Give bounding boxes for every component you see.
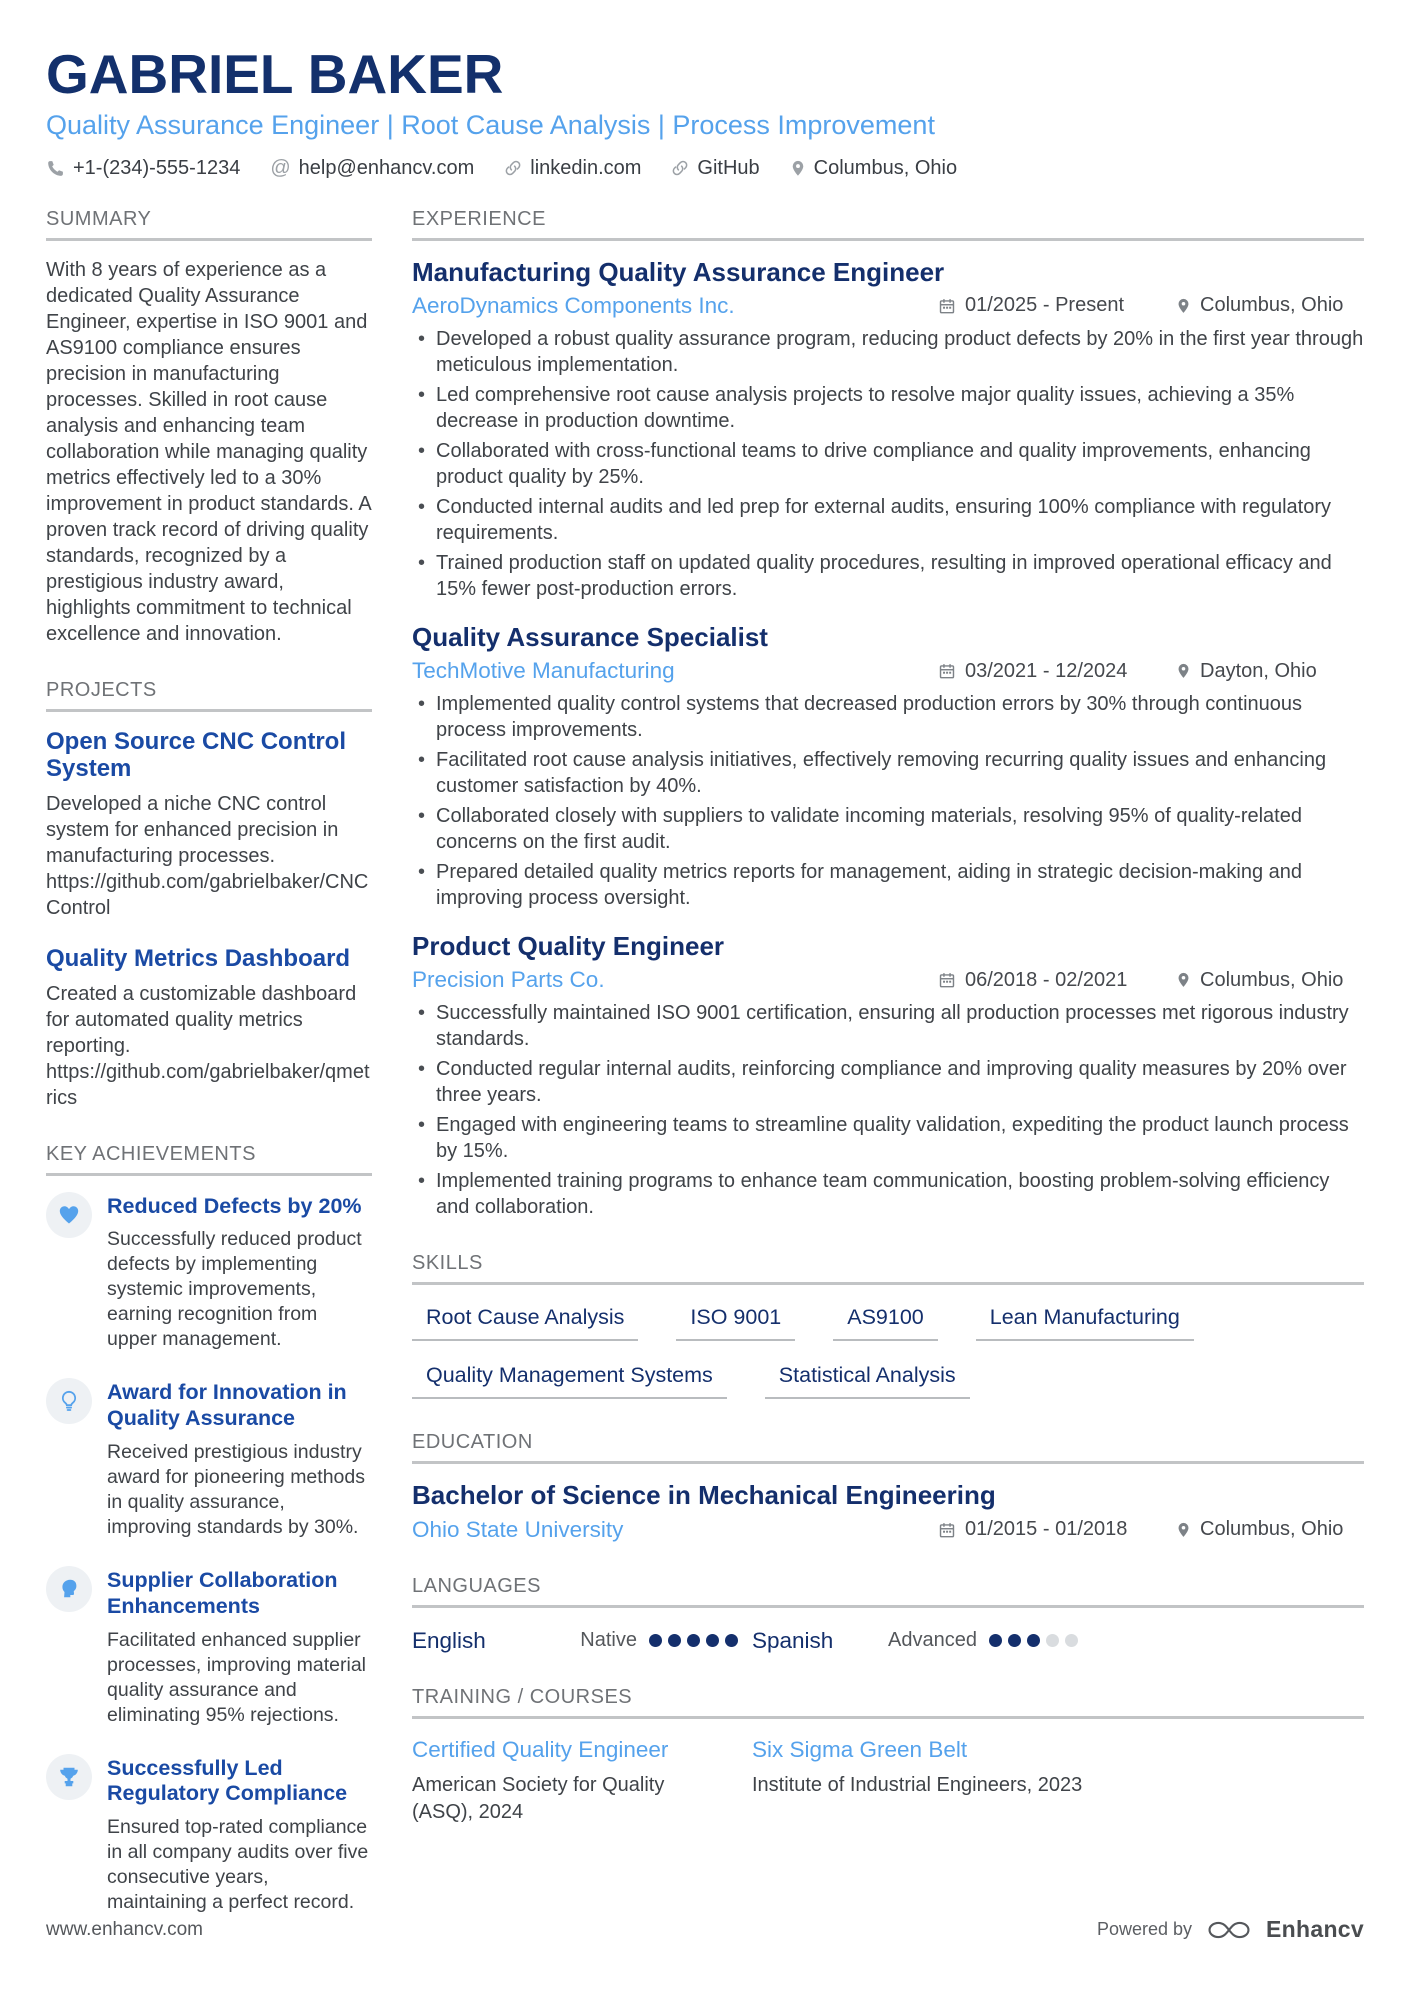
right-column <box>412 208 1364 1947</box>
school-name: Ohio State University <box>412 1516 624 1542</box>
trophy-icon <box>46 1754 92 1800</box>
phone-icon <box>46 159 65 178</box>
achievement-title: Reduced Defects by 20% <box>107 1193 362 1218</box>
job-location: Dayton, Ohio <box>1176 660 1364 683</box>
language-level: Advanced <box>888 1629 977 1651</box>
proficiency-dot-filled <box>687 1634 700 1647</box>
proficiency-dot-filled <box>725 1634 738 1647</box>
email-contact[interactable] <box>270 157 474 180</box>
location-icon <box>790 159 806 178</box>
link-icon <box>671 159 689 177</box>
training-section <box>412 1686 1364 1826</box>
contact-row <box>46 157 1364 180</box>
head-profile-icon <box>46 1566 92 1612</box>
skill-tag: ISO 9001 <box>676 1305 795 1341</box>
calendar-icon <box>938 297 956 315</box>
achievements-section <box>46 1143 372 1916</box>
location-icon <box>1176 297 1191 315</box>
course-item <box>752 1735 1364 1826</box>
job-bullets <box>412 1000 1364 1220</box>
skill-tag: Quality Management Systems <box>412 1363 727 1399</box>
languages-section <box>412 1575 1364 1654</box>
language-name: English <box>412 1627 486 1653</box>
job-title: Quality Assurance Specialist <box>412 621 768 652</box>
linkedin-label: linkedin.com <box>530 156 642 179</box>
job-title: Manufacturing Quality Assurance Engineer <box>412 256 945 287</box>
language-level: Native <box>580 1629 637 1651</box>
proficiency-dot-filled <box>706 1634 719 1647</box>
job-bullet: • Facilitated root cause analysis initiatives, effectively removing recurring quality issues and enhancing customer satisfaction by 40%. <box>412 747 1364 799</box>
github-label: GitHub <box>697 156 760 179</box>
lightbulb-icon <box>46 1378 92 1424</box>
headline: Quality Assurance Engineer | Root Cause Analysis | Process Improvement <box>46 109 935 140</box>
experience-entry <box>412 257 1364 602</box>
job-location: Columbus, Ohio <box>1176 969 1364 992</box>
location-icon <box>1176 1521 1191 1539</box>
resume-header <box>46 43 1364 180</box>
degree-title: Bachelor of Science in Mechanical Engineering <box>412 1480 996 1511</box>
job-location: Columbus, Ohio <box>1176 294 1364 317</box>
job-title: Product Quality Engineer <box>412 931 725 962</box>
job-bullets <box>412 691 1364 911</box>
proficiency-dot-filled <box>1027 1634 1040 1647</box>
achievement-item <box>46 1566 372 1728</box>
proficiency-dot-empty <box>1046 1634 1059 1647</box>
project-link[interactable]: https://github.com/gabrielbaker/CNCControl <box>46 870 369 919</box>
language-proficiency-dots <box>989 1634 1078 1647</box>
company-name: AeroDynamics Components Inc. <box>412 292 735 318</box>
left-column <box>46 208 372 1947</box>
page-footer <box>46 1916 1364 1943</box>
phone-contact <box>46 157 240 180</box>
achievement-text: Received prestigious industry award for pioneering methods in quality assurance, improving standards by 30%. <box>107 1440 365 1538</box>
job-bullet: • Engaged with engineering teams to streamline quality validation, expediting the product launch process by 15%. <box>412 1112 1364 1164</box>
course-item <box>412 1735 752 1826</box>
experience-heading: EXPERIENCE <box>412 208 1364 241</box>
achievement-item <box>46 1378 372 1540</box>
project-title: Open Source CNC Control System <box>46 727 347 783</box>
linkedin-contact[interactable] <box>504 157 641 180</box>
projects-section <box>46 679 372 1111</box>
date-range: 06/2018 - 02/2021 <box>938 969 1176 992</box>
skills-heading: SKILLS <box>412 1252 1364 1285</box>
company-name: TechMotive Manufacturing <box>412 658 675 684</box>
achievements-heading: KEY ACHIEVEMENTS <box>46 1143 372 1176</box>
at-icon: @ <box>270 156 291 179</box>
job-bullet: • Led comprehensive root cause analysis projects to resolve major quality issues, achieving a 35% decrease in production downtime. <box>412 382 1364 434</box>
calendar-icon <box>938 1521 956 1539</box>
skill-tag: Statistical Analysis <box>765 1363 970 1399</box>
achievement-title: Successfully Led Regulatory Compliance <box>107 1755 348 1806</box>
language-name: Spanish <box>752 1627 834 1653</box>
achievement-item <box>46 1754 372 1916</box>
summary-text: With 8 years of experience as a dedicated Quality Assurance Engineer, expertise in ISO 9001 and AS9100 compliance ensures precision in manufacturing processes. Skilled in root cause analysis and enhancing team collaboration while managing quality metrics effectively led to a 30% improvement in product standards. A proven track record of driving quality standards, recognized by a prestigious industry award, highlights commitment to technical excellence and innovation. <box>46 258 371 645</box>
achievement-title: Award for Innovation in Quality Assurance <box>107 1380 347 1431</box>
job-bullet: • Collaborated closely with suppliers to validate incoming materials, resolving 95% of quality-related concerns on the first audit. <box>412 803 1364 855</box>
heart-icon <box>46 1192 92 1238</box>
enhancv-wordmark: Enhancv <box>1266 1916 1364 1942</box>
summary-section <box>46 208 372 647</box>
experience-entry <box>412 622 1364 911</box>
achievement-item <box>46 1192 372 1353</box>
skill-tag: Lean Manufacturing <box>976 1305 1194 1341</box>
location-icon <box>1176 971 1191 989</box>
proficiency-dot-filled <box>649 1634 662 1647</box>
education-heading: EDUCATION <box>412 1431 1364 1464</box>
languages-heading: LANGUAGES <box>412 1575 1364 1608</box>
experience-section <box>412 208 1364 1221</box>
course-org: American Society for Quality (ASQ), 2024 <box>412 1773 665 1823</box>
job-bullets <box>412 326 1364 602</box>
project-link[interactable]: https://github.com/gabrielbaker/qmetrics <box>46 1060 370 1109</box>
date-range: 01/2025 - Present <box>938 294 1176 317</box>
achievement-title: Supplier Collaboration Enhancements <box>107 1567 338 1618</box>
proficiency-dot-filled <box>1008 1634 1021 1647</box>
education-section <box>412 1431 1364 1542</box>
job-bullet: • Implemented training programs to enhance team communication, boosting problem-solving efficiency and collaboration. <box>412 1168 1364 1220</box>
achievement-text: Facilitated enhanced supplier processes, improving material quality assurance and eliminating 95% rejections. <box>107 1628 367 1726</box>
location-contact <box>790 157 957 180</box>
location-icon <box>1176 662 1191 680</box>
job-bullet: • Implemented quality control systems that decreased production errors by 30% through continuous process improvements. <box>412 691 1364 743</box>
date-range: 01/2015 - 01/2018 <box>938 1518 1176 1541</box>
school-location: Columbus, Ohio <box>1176 1518 1364 1541</box>
proficiency-dot-filled <box>989 1634 1002 1647</box>
link-icon <box>504 159 522 177</box>
job-bullet: • Prepared detailed quality metrics reports for management, aiding in strategic decision-making and improving process oversight. <box>412 859 1364 911</box>
resume-body <box>46 208 1364 1947</box>
job-bullet: • Successfully maintained ISO 9001 certification, ensuring all production processes met rigorous industry standards. <box>412 1000 1364 1052</box>
email-address: help@enhancv.com <box>298 156 475 179</box>
calendar-icon <box>938 662 956 680</box>
job-bullet: • Conducted regular internal audits, reinforcing compliance and improving quality measures by 20% over three years. <box>412 1056 1364 1108</box>
website-link[interactable]: www.enhancv.com <box>46 1918 203 1940</box>
job-bullet: • Conducted internal audits and led prep for external audits, ensuring 100% compliance with regulatory requirements. <box>412 494 1364 546</box>
language-proficiency-dots <box>649 1634 738 1647</box>
company-name: Precision Parts Co. <box>412 967 605 993</box>
experience-entry <box>412 931 1364 1220</box>
location-label: Columbus, Ohio <box>813 156 958 179</box>
achievement-text: Successfully reduced product defects by implementing systemic improvements, earning recognition from upper management. <box>107 1228 362 1351</box>
person-name: GABRIEL BAKER <box>46 43 504 105</box>
proficiency-dot-empty <box>1065 1634 1078 1647</box>
phone-number: +1-(234)-555-1234 <box>73 156 241 179</box>
skill-tag: Root Cause Analysis <box>412 1305 638 1341</box>
skill-tag: AS9100 <box>833 1305 938 1341</box>
course-title: Six Sigma Green Belt <box>752 1736 968 1762</box>
job-bullet: • Developed a robust quality assurance program, reducing product defects by 20% in the first year through meticulous implementation. <box>412 326 1364 378</box>
calendar-icon <box>938 971 956 989</box>
course-title: Certified Quality Engineer <box>412 1736 669 1762</box>
project-item <box>46 728 372 921</box>
training-heading: TRAINING / COURSES <box>412 1686 1364 1719</box>
date-range: 03/2021 - 12/2024 <box>938 660 1176 683</box>
project-description: Created a customizable dashboard for automated quality metrics reporting. <box>46 982 357 1057</box>
projects-heading: PROJECTS <box>46 679 372 712</box>
language-item <box>412 1628 752 1654</box>
project-title: Quality Metrics Dashboard <box>46 944 351 972</box>
powered-by <box>1097 1916 1364 1943</box>
job-bullet: • Collaborated with cross-functional teams to drive compliance and quality improvements, enhancing product quality by 25%. <box>412 438 1364 490</box>
github-contact[interactable] <box>671 157 759 180</box>
job-bullet: • Trained production staff on updated quality procedures, resulting in improved operational efficacy and 15% fewer post-production errors. <box>412 550 1364 602</box>
course-org: Institute of Industrial Engineers, 2023 <box>752 1773 1083 1796</box>
skills-section <box>412 1252 1364 1399</box>
powered-by-label: Powered by <box>1096 1919 1193 1939</box>
achievement-text: Ensured top-rated compliance in all company audits over five consecutive years, maintaining a perfect record. <box>107 1816 369 1914</box>
education-entry <box>412 1480 1364 1542</box>
project-description: Developed a niche CNC control system for enhanced precision in manufacturing processes. <box>46 792 339 867</box>
proficiency-dot-filled <box>668 1634 681 1647</box>
enhancv-logo-icon <box>1206 1919 1252 1941</box>
language-item <box>752 1628 1092 1654</box>
project-item <box>46 945 372 1111</box>
summary-heading: SUMMARY <box>46 208 372 241</box>
